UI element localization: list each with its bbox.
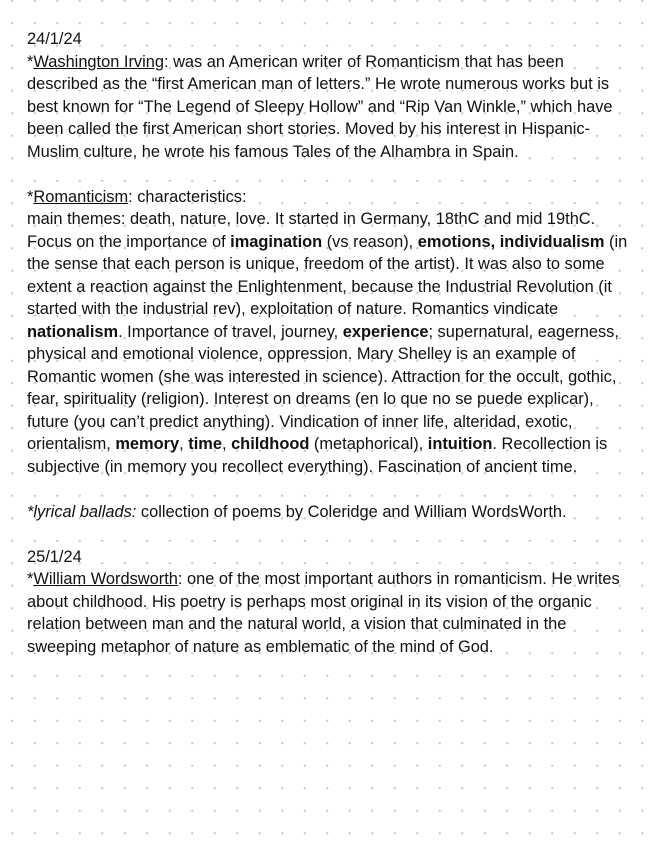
bold-nationalism: nationalism [27, 322, 119, 341]
term-william-wordsworth: William Wordsworth [33, 570, 178, 588]
washington-irving-text: : was an American writer of Romanticism that has been described as the “first American man of letters.” He wrote numerous works but is best known for “The Legend of Sleepy Hollow” and “Rip Van Winkle,” which have been called the first American short stories. Moved by his interest in Hispanic-Muslim culture, he wrote his famous Tales of the Alhambra in Spain. [27, 52, 613, 161]
william-wordsworth-text: : one of the most important authors in romanticism. He writes about childhood. His poetry is perhaps most original in its vision of the organic relation between man and the natural world, a vision that culminated in the sweeping metaphor of nature as emblematic of the mind of God. [27, 570, 620, 656]
term-romanticism: Romanticism [33, 187, 129, 206]
bold-childhood: childhood [231, 435, 310, 453]
romanticism-characteristics [27, 208, 639, 478]
date-entry-2: 25/1/24 [27, 547, 82, 566]
bold-imagination: imagination [230, 232, 323, 251]
text-run: . Recollection is subjective (in memory you recollect everything). Fascination of ancient time. [27, 435, 608, 476]
text-run: (vs reason), [322, 232, 418, 251]
notes-body[interactable] [27, 28, 639, 658]
bullet-star: * [27, 187, 34, 206]
bold-time: time [188, 435, 222, 453]
william-wordsworth-note [27, 568, 639, 658]
lyrical-ballads-text: collection of poems by Coleridge and William WordsWorth. [136, 502, 567, 521]
text-run: (metaphorical), [309, 435, 428, 453]
term-lyrical-ballads: *lyrical ballads: [27, 502, 137, 521]
romanticism-heading-rest: : characteristics: [128, 187, 247, 206]
bold-emotions-individualism: emotions, individualism [417, 232, 605, 251]
bold-memory: memory [115, 435, 180, 453]
date-entry-1: 24/1/24 [27, 30, 82, 48]
text-run: ; supernatural, eagerness, physical and emotional violence, oppression. Mary Shelley is an example of Romantic women (she was interested in science). Attraction for the occult, gothic, fear, spirituality (religion). Interest on dreams (en lo que no se puede explicar), future (you can’t predict anything). Vindication of inner life, alteridad, exotic, orientalism, [27, 322, 619, 453]
bullet-star: * [27, 52, 34, 71]
romanticism-heading [27, 186, 639, 209]
text-run: , [179, 435, 189, 453]
blank-line [27, 163, 639, 186]
washington-irving-note [27, 51, 639, 164]
text-run: , [221, 435, 232, 453]
bold-experience: experience [342, 322, 429, 341]
text-run: . Importance of travel, journey, [118, 322, 343, 341]
text-run: (in the sense that each person is unique, freedom of the artist). It was also to some extent a reaction against the Enlightenment, because the Industrial Revolution (it started with the industrial rev), exploitation of nature. Romantics vindicate [27, 232, 628, 318]
bold-intuition: intuition [427, 435, 493, 453]
bullet-star: * [27, 570, 34, 588]
lyrical-ballads-note [27, 501, 639, 524]
term-washington-irving: Washington Irving [33, 52, 164, 71]
text-run: main themes: death, nature, love. It started in Germany, 18thC and mid 19thC. Focus on the importance of [27, 210, 596, 251]
blank-line [27, 523, 639, 546]
blank-line [27, 478, 639, 501]
